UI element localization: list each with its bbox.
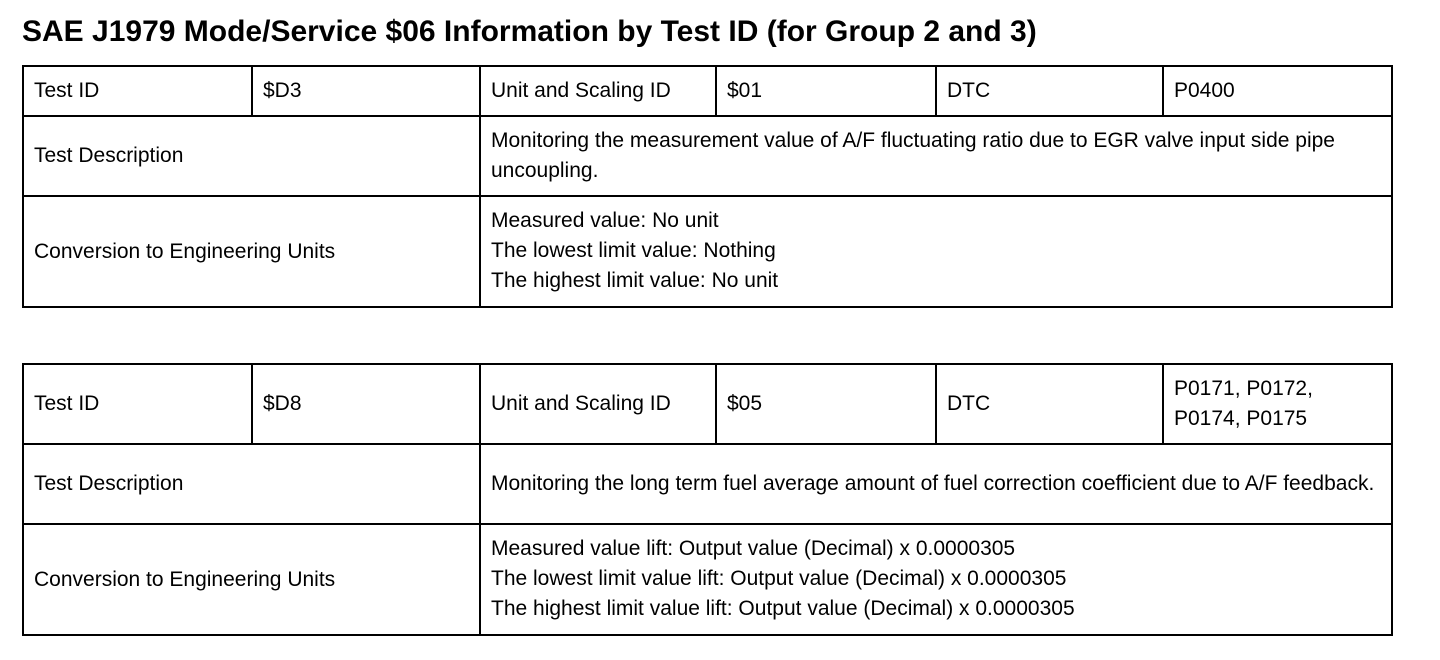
page-title: SAE J1979 Mode/Service $06 Information by Test ID (for Group 2 and 3) xyxy=(22,15,1037,48)
conversion-value xyxy=(480,524,1392,635)
unit-scaling-id-value: $01 xyxy=(716,66,936,116)
test-description-label: Test Description xyxy=(23,116,480,196)
conversion-value xyxy=(480,196,1392,307)
test-id-label: Test ID xyxy=(23,364,252,444)
conversion-line: Measured value: No unit xyxy=(491,209,719,232)
dtc-label: DTC xyxy=(936,364,1163,444)
test-info-table xyxy=(22,65,1393,308)
test-description-value xyxy=(480,444,1392,524)
dtc-label: DTC xyxy=(936,66,1163,116)
dtc-line: P0171, P0172, xyxy=(1174,377,1313,400)
test-description-row xyxy=(23,444,1392,524)
test-id-label: Test ID xyxy=(23,66,252,116)
test-id-row xyxy=(23,66,1392,116)
dtc-line: P0400 xyxy=(1174,79,1235,102)
test-id-row xyxy=(23,364,1392,444)
test-id-value: $D8 xyxy=(252,364,480,444)
test-info-table xyxy=(22,363,1393,636)
unit-scaling-id-label: Unit and Scaling ID xyxy=(480,66,716,116)
test-description-row xyxy=(23,116,1392,196)
dtc-value xyxy=(1163,364,1392,444)
conversion-line: Measured value lift: Output value (Decimal) x 0.0000305 xyxy=(491,537,1016,560)
conversion-line: The highest limit value lift: Output value (Decimal) x 0.0000305 xyxy=(491,597,1075,620)
conversion-label: Conversion to Engineering Units xyxy=(23,524,480,635)
test-id-value: $D3 xyxy=(252,66,480,116)
unit-scaling-id-value: $05 xyxy=(716,364,936,444)
conversion-line: The lowest limit value: Nothing xyxy=(491,239,776,262)
test-description-text: Monitoring the measurement value of A/F fluctuating ratio due to EGR valve input side pipe uncoupling. xyxy=(491,129,1335,182)
dtc-line: P0174, P0175 xyxy=(1174,407,1308,430)
conversion-row xyxy=(23,524,1392,635)
dtc-value xyxy=(1163,66,1392,116)
conversion-label: Conversion to Engineering Units xyxy=(23,196,480,307)
test-description-text: Monitoring the long term fuel average amount of fuel correction coefficient due to A/F feedback. xyxy=(491,472,1375,495)
conversion-line: The lowest limit value lift: Output value (Decimal) x 0.0000305 xyxy=(491,567,1067,590)
test-description-label: Test Description xyxy=(23,444,480,524)
test-description-value xyxy=(480,116,1392,196)
conversion-row xyxy=(23,196,1392,307)
conversion-line: The highest limit value: No unit xyxy=(491,269,779,292)
unit-scaling-id-label: Unit and Scaling ID xyxy=(480,364,716,444)
